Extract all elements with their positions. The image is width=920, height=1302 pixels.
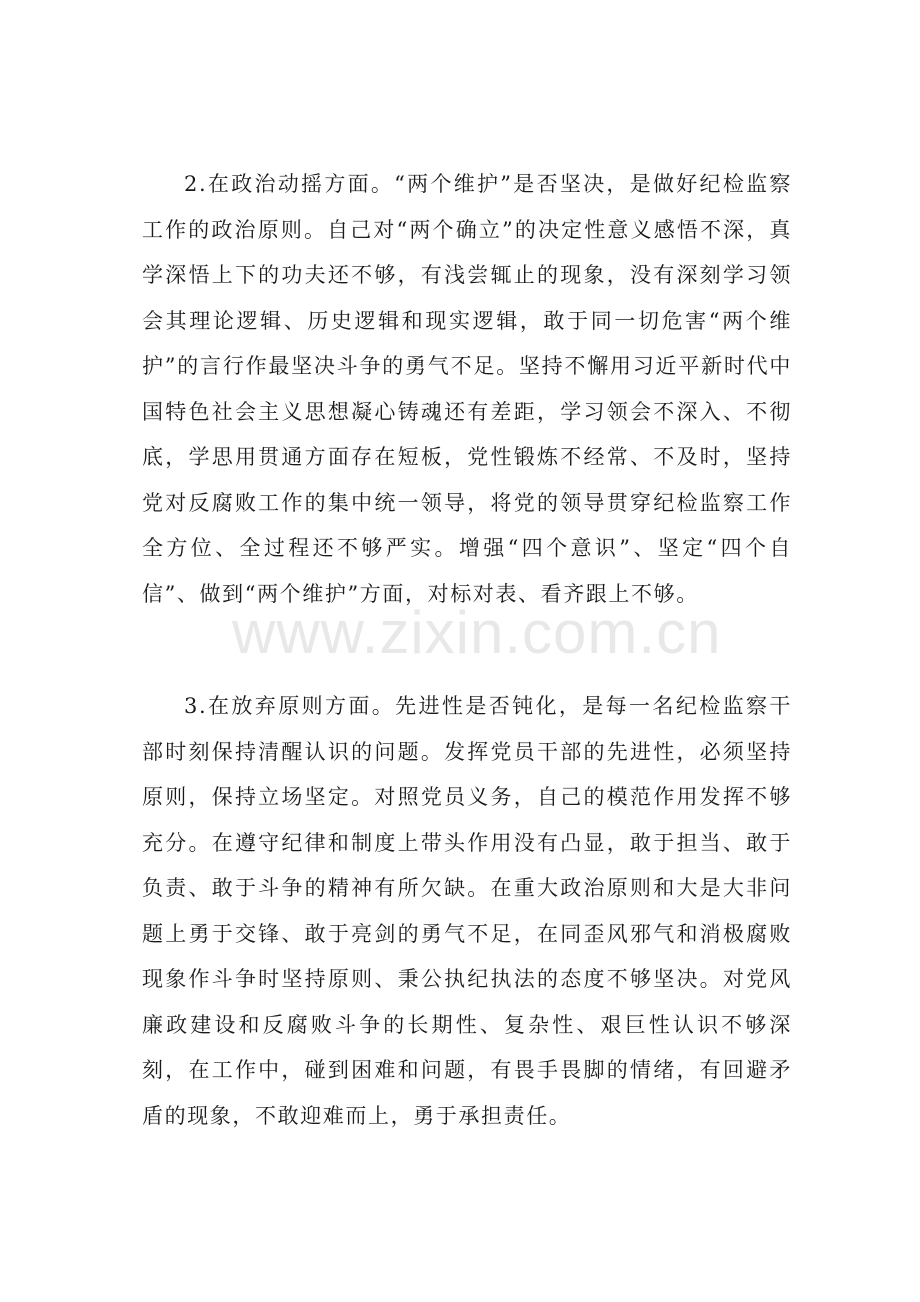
paragraph-political-wavering: 2.在政治动摇方面。“两个维护”是否坚决，是做好纪检监察工作的政治原则。自己对“两个确立”的决定性意义感悟不深，真学深悟上下的功夫还不够，有浅尝辄止的现象，没有深刻学习领会其理论逻辑、历史逻辑和现实逻辑，敢于同一切危害“两个维护”的言行作最坚决斗争的勇气不足。坚持不懈用习近平新时代中国特色社会主义思想凝心铸魂还有差距，学习领会不深入、不彻底，学思用贯通方面存在短板，党性锻炼不经常、不及时，坚持党对反腐败工作的集中统一领导，将党的领导贯穿纪检监察工作全方位、全过程还不够严实。增强“四个意识”、坚定“四个自信”、做到“两个维护”方面，对标对表、看齐跟上不够。: [142, 172, 792, 606]
watermark-text: www.zixin.com.cn: [232, 599, 722, 666]
paragraph-abandoning-principles: 3.在放弃原则方面。先进性是否钝化，是每一名纪检监察干部时刻保持清醒认识的问题。发挥党员干部的先进性，必须坚持原则，保持立场坚定。对照党员义务，自己的模范作用发挥不够充分。在遵守纪律和制度上带头作用没有凸显，敢于担当、敢于负责、敢于斗争的精神有所欠缺。在重大政治原则和大是大非问题上勇于交锋、敢于亮剑的勇气不足，在同歪风邪气和消极腐败现象作斗争时坚持原则、秉公执纪执法的态度不够坚决。对党风廉政建设和反腐败斗争的长期性、复杂性、艰巨性认识不够深刻，在工作中，碰到困难和问题，有畏手畏脚的情绪，有回避矛盾的现象，不敢迎难而上，勇于承担责任。: [142, 694, 792, 1128]
